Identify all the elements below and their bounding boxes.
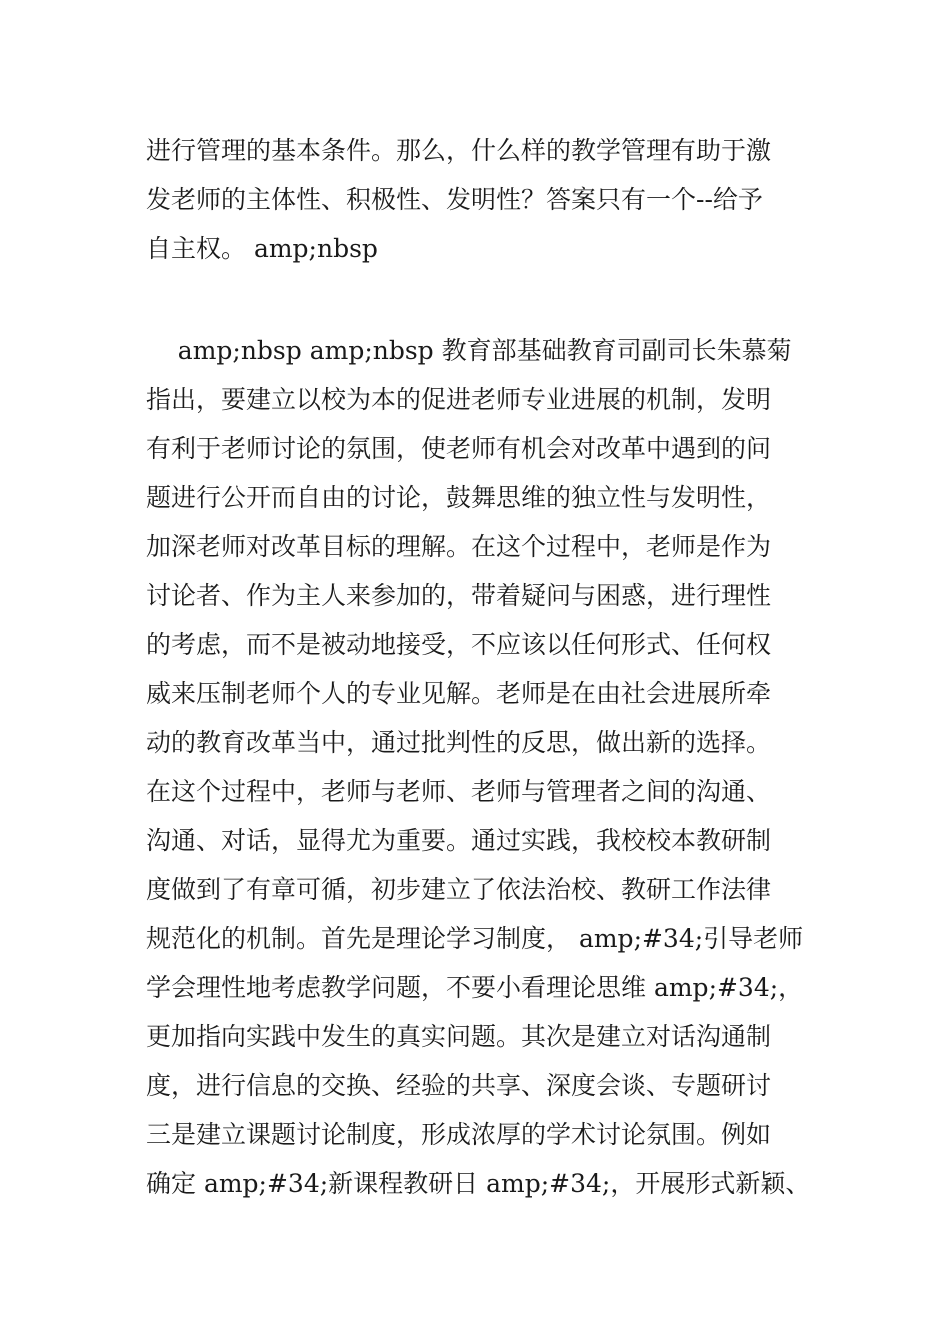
paragraph-1-line-2: 发老师的主体性、积极性、发明性？答案只有一个--给予 xyxy=(146,185,763,214)
paragraph-2-line-12: 度做到了有章可循，初步建立了依法治校、教研工作法律 xyxy=(146,875,772,904)
paragraph-2-line-5: 加深老师对改革目标的理解。在这个过程中，老师是作为 xyxy=(146,532,772,561)
paragraph-2-line-16: 度，进行信息的交换、经验的共享、深度会谈、专题研讨 xyxy=(146,1071,772,1100)
paragraph-2-line-4: 题进行公开而自由的讨论，鼓舞思维的独立性与发明性， xyxy=(146,483,772,512)
paragraph-2-line-7: 的考虑，而不是被动地接受，不应该以任何形式、任何权 xyxy=(146,630,772,659)
paragraph-2-line-10: 在这个过程中，老师与老师、老师与管理者之间的沟通、 xyxy=(146,777,772,806)
paragraph-2-line-17: 三是建立课题讨论制度，形成浓厚的学术讨论氛围。例如 xyxy=(146,1120,772,1149)
paragraph-2-line-13: 规范化的机制。首先是理论学习制度， amp;#34;引导老师 xyxy=(146,924,804,953)
paragraph-1-line-3: 自主权。 amp;nbsp xyxy=(146,234,378,263)
paragraph-2-line-3: 有利于老师讨论的氛围，使老师有机会对改革中遇到的问 xyxy=(146,434,772,463)
paragraph-2-line-15: 更加指向实践中发生的真实问题。其次是建立对话沟通制 xyxy=(146,1022,772,1051)
paragraph-2-line-14: 学会理性地考虑教学问题，不要小看理论思维 amp;#34;， xyxy=(146,973,804,1002)
paragraph-2-line-8: 威来压制老师个人的专业见解。老师是在由社会进展所牵 xyxy=(146,679,772,708)
paragraph-1-line-1: 进行管理的基本条件。那么，什么样的教学管理有助于激 xyxy=(146,136,772,165)
paragraph-2-line-2: 指出，要建立以校为本的促进老师专业进展的机制，发明 xyxy=(146,385,772,414)
paragraph-2-line-1: amp;nbsp amp;nbsp 教育部基础教育司副司长朱慕菊 xyxy=(146,336,792,365)
paragraph-2-line-11: 沟通、对话，显得尤为重要。通过实践，我校校本教研制 xyxy=(146,826,772,855)
paragraph-2-line-9: 动的教育改革当中，通过批判性的反思，做出新的选择。 xyxy=(146,728,772,757)
paragraph-2-line-6: 讨论者、作为主人来参加的，带着疑问与困惑，进行理性 xyxy=(146,581,772,610)
paragraph-2-line-18: 确定 amp;#34;新课程教研日 amp;#34;，开展形式新颖、 xyxy=(146,1169,811,1198)
